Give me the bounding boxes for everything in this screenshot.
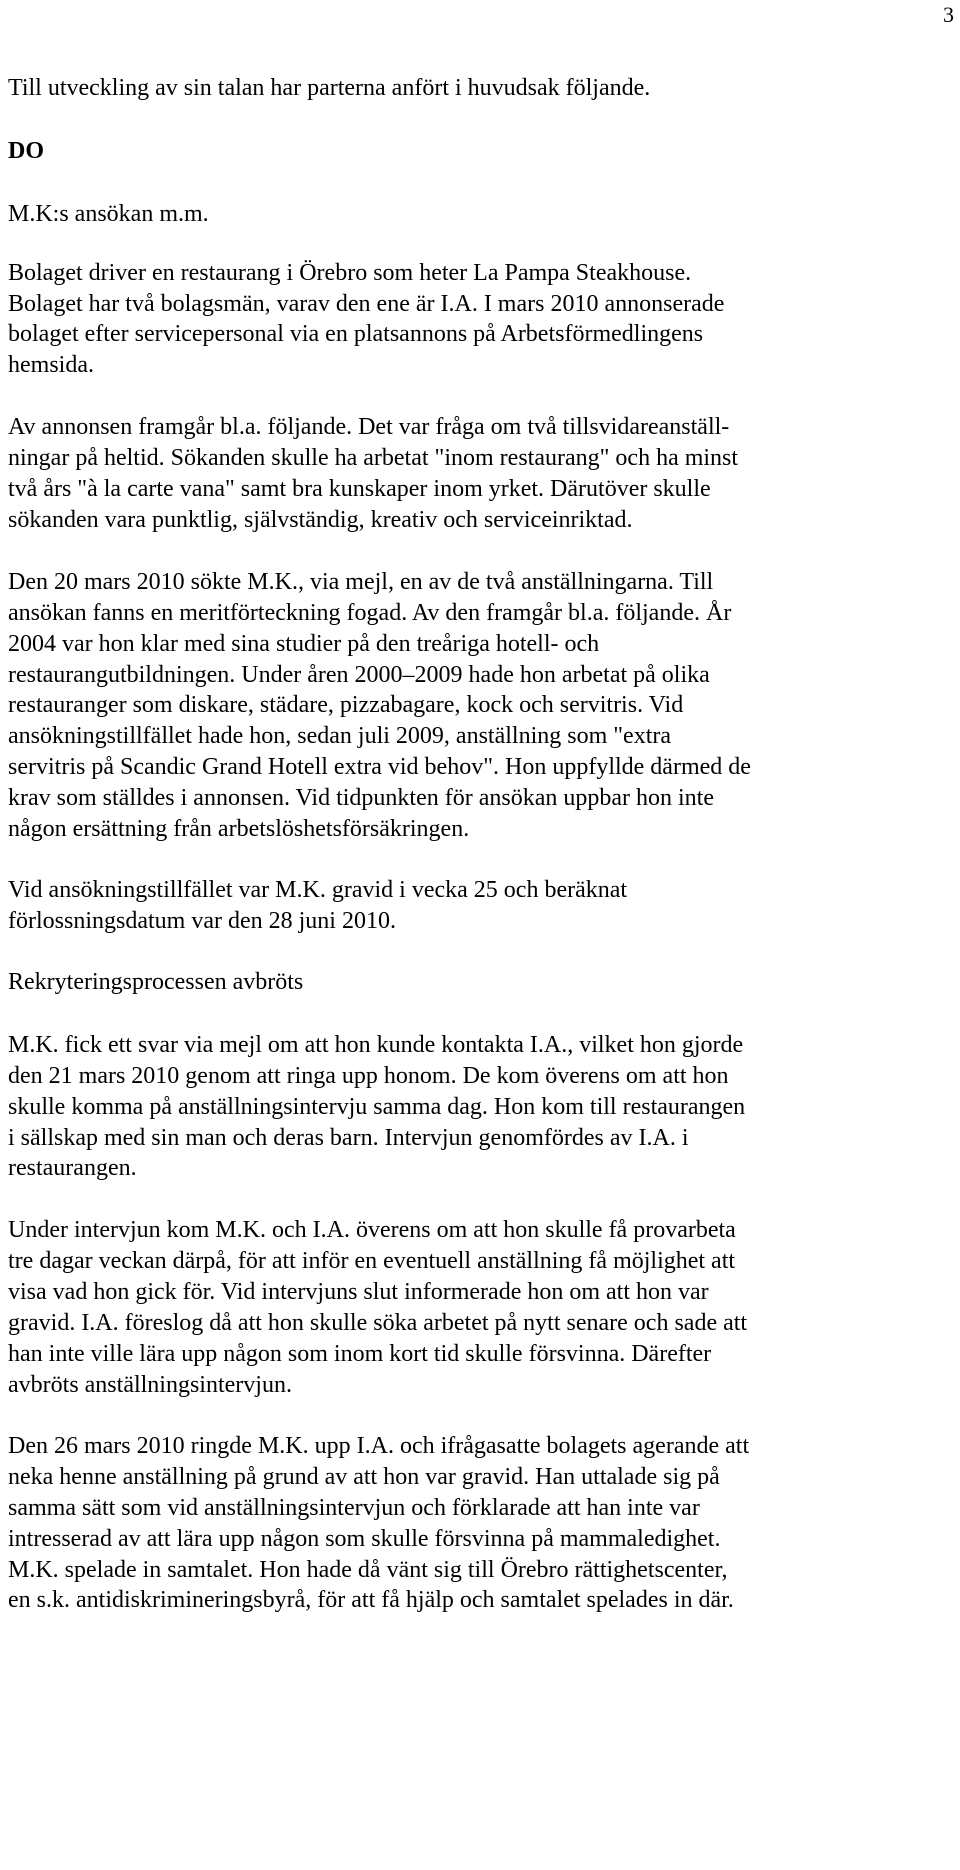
paragraph-line: 2004 var hon klar med sina studier på den treåriga hotell- och [8,631,600,657]
paragraph-line: skulle komma på anställningsintervju samma dag. Hon kom till restaurangen [8,1094,746,1120]
paragraph-line: restaurangutbildningen. Under åren 2000–2009 hade hon arbetat på olika [8,662,710,688]
paragraph-line: någon ersättning från arbetslöshetsförsäkringen. [8,816,470,842]
paragraph-line: restaurangen. [8,1155,137,1181]
party-heading: DO [8,138,44,164]
paragraph-line: sökanden vara punktlig, självständig, kreativ och serviceinriktad. [8,507,633,533]
paragraph-line: Den 26 mars 2010 ringde M.K. upp I.A. och ifrågasatte bolagets agerande att [8,1433,750,1459]
paragraph-line: i sällskap med sin man och deras barn. Intervjun genomfördes av I.A. i [8,1125,689,1151]
paragraph-line: Vid ansökningstillfället var M.K. gravid i vecka 25 och beräknat [8,877,628,903]
paragraph-line: tre dagar veckan därpå, för att inför en eventuell anställning få möjlighet att [8,1248,736,1274]
paragraph-line: den 21 mars 2010 genom att ringa upp honom. De kom överens om att hon [8,1063,729,1089]
paragraph-line: gravid. I.A. föreslog då att hon skulle söka arbetet på nytt senare och sade att [8,1310,748,1336]
paragraph-line: Under intervjun kom M.K. och I.A. överens om att hon skulle få provarbeta [8,1217,736,1243]
paragraph-line: neka henne anställning på grund av att hon var gravid. Han uttalade sig på [8,1464,720,1490]
paragraph-line: Av annonsen framgår bl.a. följande. Det var fråga om två tillsvidareanställ- [8,414,730,440]
paragraph-line: M.K. fick ett svar via mejl om att hon kunde kontakta I.A., vilket hon gjorde [8,1032,744,1058]
paragraph-line: restauranger som diskare, städare, pizzabagare, kock och servitris. Vid [8,692,684,718]
paragraph-line: visa vad hon gick för. Vid intervjuns slut informerade hon om att hon var [8,1279,709,1305]
paragraph-line: Bolaget driver en restaurang i Örebro som heter La Pampa Steakhouse. [8,260,692,286]
paragraph-line: hemsida. [8,352,94,378]
paragraph-line: Bolaget har två bolagsmän, varav den ene är I.A. I mars 2010 annonserade [8,291,725,317]
paragraph-line: två års "à la carte vana" samt bra kunskaper inom yrket. Därutöver skulle [8,476,711,502]
paragraph-line: krav som ställdes i annonsen. Vid tidpunkten för ansökan uppbar hon inte [8,785,714,811]
paragraph-line: Den 20 mars 2010 sökte M.K., via mejl, en av de två anställningarna. Till [8,569,714,595]
paragraph-line: samma sätt som vid anställningsintervjun och förklarade att han inte var [8,1495,700,1521]
paragraph-line: ansökningstillfället hade hon, sedan juli 2009, anställning som "extra [8,723,672,749]
paragraph-line: servitris på Scandic Grand Hotell extra vid behov". Hon uppfyllde därmed de [8,754,751,780]
section-heading-recruitment: Rekryteringsprocessen avbröts [8,969,304,995]
page-number: 3 [943,2,954,27]
paragraph-line: förlossningsdatum var den 28 juni 2010. [8,908,396,934]
section-heading-application: M.K:s ansökan m.m. [8,201,209,227]
paragraph-line: en s.k. antidiskrimineringsbyrå, för att få hjälp och samtalet spelades in där. [8,1587,734,1613]
paragraph-line: avbröts anställningsintervjun. [8,1372,292,1398]
paragraph-line: ningar på heltid. Sökanden skulle ha arbetat "inom restaurang" och ha minst [8,445,739,471]
paragraph-line: ansökan fanns en meritförteckning fogad. Av den framgår bl.a. följande. År [8,600,732,626]
paragraph-line: intresserad av att lära upp någon som skulle försvinna på mammaledighet. [8,1526,721,1552]
paragraph-line: bolaget efter servicepersonal via en platsannons på Arbetsförmedlingens [8,321,704,347]
paragraph-line: han inte ville lära upp någon som inom kort tid skulle försvinna. Därefter [8,1341,712,1367]
intro-text: Till utveckling av sin talan har parterna anfört i huvudsak följande. [8,75,651,101]
paragraph-line: M.K. spelade in samtalet. Hon hade då vänt sig till Örebro rättighetscenter, [8,1557,728,1583]
